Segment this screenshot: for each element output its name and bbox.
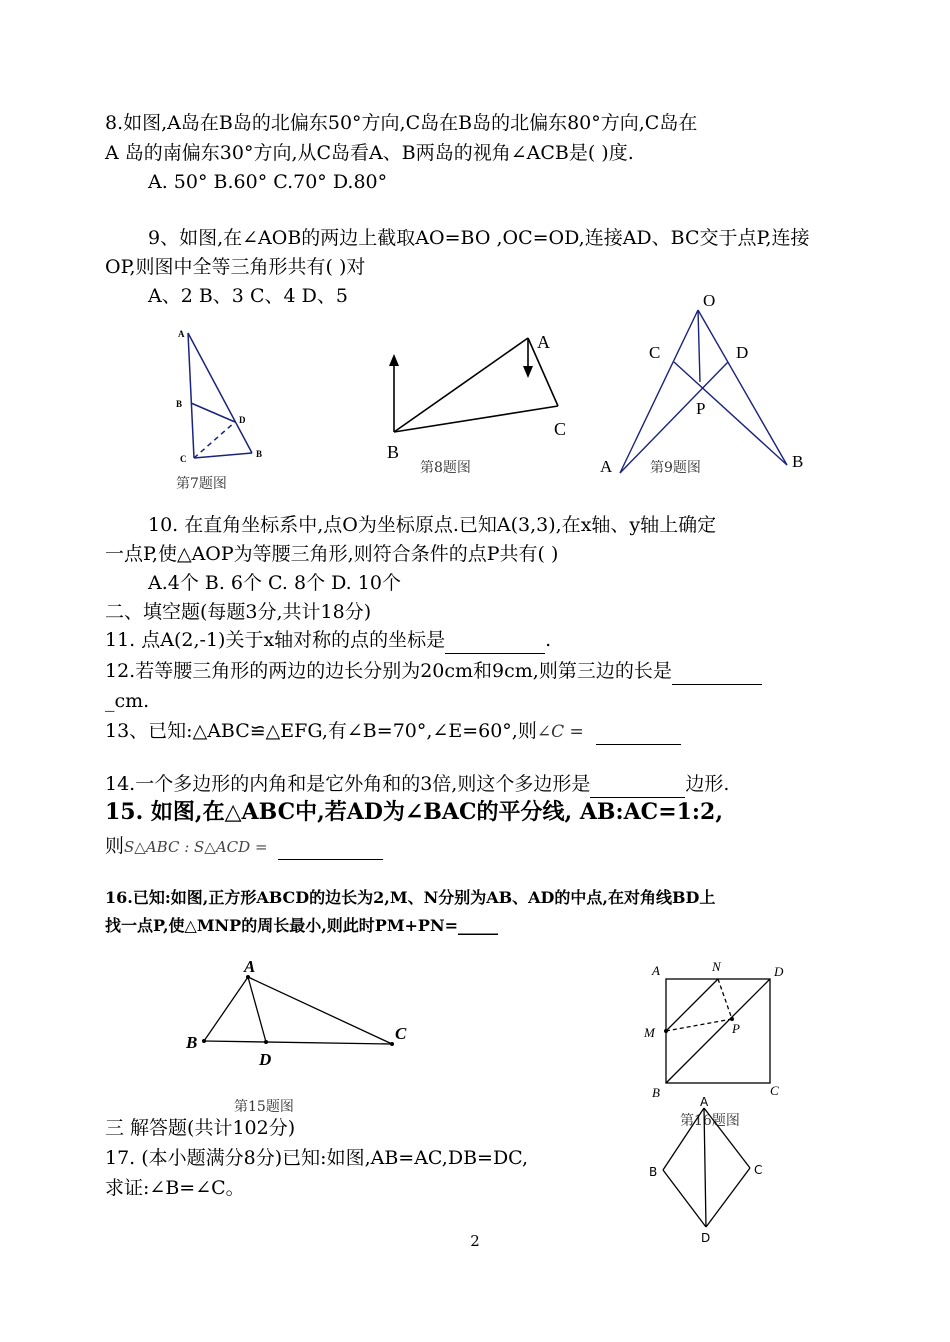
- q12-answer-blank[interactable]: [672, 658, 762, 685]
- q9-line2: OP,则图中全等三角形共有( )对: [105, 256, 366, 278]
- page-number: 2: [470, 1232, 480, 1250]
- fig7-label-d: D: [239, 415, 246, 425]
- q9-options: A、2 B、3 C、4 D、5: [148, 285, 348, 307]
- q13: [105, 718, 850, 745]
- q8-line2: A 岛的南偏东30°方向,从C岛看A、B两岛的视角∠ACB是( )度.: [105, 142, 634, 164]
- fig17-label-a: A: [700, 1095, 709, 1109]
- q15-answer-blank[interactable]: [278, 833, 383, 860]
- figure-9: [590, 290, 820, 480]
- q15-line1: 15. 如图,在△ABC中,若AD为∠BAC的平分线, AB:AC=1:2,: [105, 799, 724, 825]
- fig16-label-n: N: [712, 959, 721, 974]
- q10-line2: 一点P,使△AOP为等腰三角形,则符合条件的点P共有( ): [105, 543, 559, 565]
- fig16-label-d: D: [774, 964, 784, 979]
- q8-line1: 8.如图,A岛在B岛的北偏东50°方向,C岛在B岛的北偏东80°方向,C岛在: [105, 112, 698, 134]
- q15-prefix: 则: [105, 835, 125, 857]
- q12-line1: [105, 658, 850, 685]
- fig15-label-b: B: [186, 1033, 198, 1052]
- fig16-label-b: B: [652, 1085, 660, 1100]
- figure-15: [180, 955, 430, 1120]
- fig16-label-c: C: [770, 1083, 779, 1098]
- q11-text: 11. 点A(2,-1)关于x轴对称的点的坐标是: [105, 629, 446, 651]
- fig16-caption: 第16题图: [680, 1113, 740, 1129]
- q13-answer-blank[interactable]: [596, 718, 681, 745]
- q8-options: A. 50° B.60° C.70° D.80°: [148, 171, 388, 193]
- figure-7: [170, 325, 280, 495]
- q14-answer-blank[interactable]: [590, 771, 685, 798]
- fig15-caption: 第15题图: [234, 1099, 294, 1115]
- q10-line1: 10. 在直角坐标系中,点O为坐标原点.已知A(3,3),在x轴、y轴上确定: [148, 514, 717, 536]
- q13-text: 13、已知:△ABC≌△EFG,有∠B=70°,∠E=60°,则: [105, 720, 537, 742]
- fig8-label-a: A: [537, 332, 550, 352]
- fig15-label-c: C: [395, 1024, 407, 1043]
- fig8-label-b: B: [387, 442, 400, 462]
- q10-options: A.4个 B. 6个 C. 8个 D. 10个: [148, 572, 401, 594]
- q15-formula: S△ABC : S△ACD =: [124, 838, 268, 856]
- fig17-label-b: B: [649, 1165, 658, 1179]
- fig17-label-c: C: [754, 1163, 763, 1177]
- fig17-label-d: D: [701, 1231, 711, 1245]
- fig7-label-a: A: [178, 329, 185, 339]
- fig16-label-p: P: [732, 1021, 740, 1036]
- q16-line1: 16.已知:如图,正方形ABCD的边长为2,M、N分别为AB、AD的中点,在对角线BD上: [105, 888, 716, 907]
- q11: [105, 627, 850, 654]
- q14: [105, 771, 850, 798]
- fig8-label-c: C: [554, 419, 567, 439]
- fig9-label-d: D: [736, 343, 749, 362]
- fig16-label-m: M: [644, 1025, 655, 1040]
- fig15-label-a: A: [244, 957, 256, 976]
- q14-end: 边形.: [685, 773, 730, 795]
- fig16-label-a: A: [652, 963, 660, 978]
- q11-answer-blank[interactable]: [445, 627, 545, 654]
- fig9-label-b: B: [792, 452, 804, 471]
- q12-line2: _cm.: [105, 690, 150, 712]
- section-2-heading: 二、填空题(每题3分,共计18分): [105, 601, 372, 623]
- fig9-caption: 第9题图: [650, 460, 701, 476]
- fig9-label-o: O: [703, 291, 716, 310]
- q15-line2: [105, 833, 850, 860]
- fig7-label-c: C: [180, 454, 187, 464]
- fig15-label-d: D: [259, 1050, 272, 1069]
- q16-line2: 找一点P,使△MNP的周长最小,则此时PM+PN=_____: [105, 916, 498, 935]
- q17-line1: 17. (本小题满分8分)已知:如图,AB=AC,DB=DC,: [105, 1147, 529, 1169]
- fig9-label-p: P: [696, 399, 706, 418]
- fig7-label-b2: B: [256, 449, 263, 459]
- q12-text: 12.若等腰三角形的两边的边长分别为20cm和9cm,则第三边的长是: [105, 660, 672, 682]
- section-3-heading: 三 解答题(共计102分): [105, 1117, 296, 1139]
- fig9-label-c: C: [649, 343, 661, 362]
- fig9-label-a: A: [600, 457, 613, 476]
- figure-8: [380, 330, 580, 480]
- fig8-caption: 第8题图: [420, 460, 471, 476]
- fig7-caption: 第7题图: [176, 476, 227, 492]
- q13-formula: ∠C =: [536, 722, 584, 742]
- q9-line1: 9、如图,在∠AOB的两边上截取AO=BO ,OC=OD,连接AD、BC交于点P,连接: [148, 227, 810, 249]
- q17-line2: 求证:∠B=∠C。: [105, 1177, 245, 1199]
- q11-end: .: [545, 629, 552, 651]
- q14-text: 14.一个多边形的内角和是它外角和的3倍,则这个多边形是: [105, 773, 591, 795]
- figure-17: [640, 1090, 770, 1250]
- fig7-label-b1: B: [176, 399, 183, 409]
